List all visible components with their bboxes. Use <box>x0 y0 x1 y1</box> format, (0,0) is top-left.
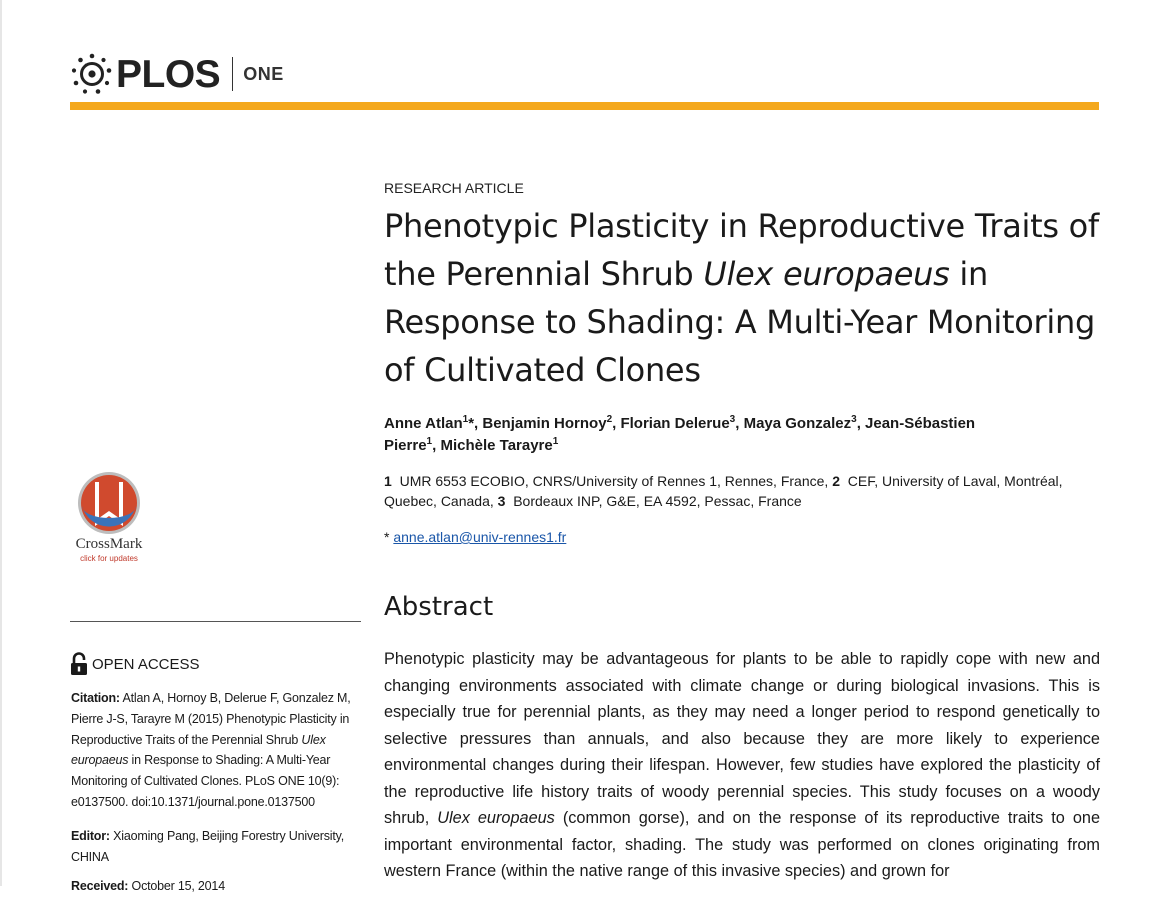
citation-block: Citation: Atlan A, Hornoy B, Delerue F, Gonzalez M, Pierre J-S, Tarayre M (2015) Phenotypic Plasticity in Reproductive Traits of the Perennial Shrub Ulex europaeus in Response to Shading: A Multi-Year Monitoring of Cultivated Clones. PLoS ONE 10(9): e0137500. doi:10.1371/journal.pone.0137500 <box>71 691 351 809</box>
plos-one-logo[interactable] <box>70 50 284 98</box>
affiliations <box>384 471 1084 511</box>
author-name: Michèle Tarayre <box>440 437 553 454</box>
journal-name: ONE <box>243 63 284 84</box>
page-edge <box>0 0 2 886</box>
received-block: Received: October 15, 2014 <box>71 879 225 893</box>
author-name: Maya Gonzalez <box>743 415 852 432</box>
citation-label: Citation: <box>71 691 120 705</box>
abstract-species: Ulex europaeus <box>437 809 555 827</box>
affiliation-text: CEF, University of Laval, Montréal, Quebec, Canada, <box>384 473 1063 509</box>
editor-block: Editor: Xiaoming Pang, Beijing Forestry University, CHINA <box>71 829 345 864</box>
title-species: Ulex europaeus <box>703 255 950 293</box>
sidebar-divider <box>70 621 361 622</box>
article-type: RESEARCH ARTICLE <box>384 180 524 196</box>
corresponding-marker: * <box>468 415 475 432</box>
article-title: Phenotypic Plasticity in Reproductive Traits of the Perennial Shrub Ulex europaeus in Response to Shading: A Multi-Year Monitoring of Cultivated Clones <box>384 207 1099 389</box>
author-list: Anne Atlan$^1$*, Benjamin Hornoy$^2$, Florian Delerue$^3$, Maya Gonzalez$^3$, Jean-Sébastien Pierre$^1$, Michèle Tarayre$^1$ <box>384 414 976 454</box>
affiliation-text: UMR 6553 ECOBIO, CNRS/University of Rennes 1, Rennes, France, <box>399 473 829 489</box>
author-affiliation-marker: 1 <box>462 414 469 425</box>
author-affiliation-marker: 2 <box>606 414 613 425</box>
corresponding-author: * anne.atlan@univ-rennes1.fr <box>384 529 567 545</box>
logo-divider <box>232 57 233 91</box>
affiliation-number: 3 <box>497 493 506 509</box>
crossmark-icon <box>70 470 148 536</box>
author-affiliation-marker: 1 <box>552 436 559 447</box>
brand-wordmark: PLOS <box>116 52 221 96</box>
crossmark-label: CrossMark <box>75 536 143 552</box>
author-name: Jean-Sébastien Pierre <box>384 415 976 454</box>
affiliation-text: Bordeaux INP, G&E, EA 4592, Pessac, France <box>513 493 802 509</box>
affiliation-number: 1 <box>384 473 392 489</box>
author-affiliation-marker: 3 <box>729 414 736 425</box>
author-name: Benjamin Hornoy <box>482 415 607 432</box>
crossmark-badge[interactable] <box>70 470 148 563</box>
author-affiliation-marker: 3 <box>851 414 857 425</box>
author-name: Anne Atlan <box>384 415 463 432</box>
received-label: Received: <box>71 879 129 893</box>
citation-species: Ulex europaeus <box>71 732 326 768</box>
editor-label: Editor: <box>71 829 110 843</box>
abstract-text: Phenotypic plasticity may be advantageous for plants to be able to rapidly cope with new and changing environments associated with climate change or during biological invasions. This is especially true for perennial plants, as they may need a longer period to respond genetically to selective pressures than annuals, and also because they are more likely to experience environmental changes during their lifespan. However, few studies have explored the plasticity of the reproductive life history traits of woody perennial species. This study focuses on a woody shrub, Ulex europaeus (common gorse), and on the response of its reproductive traits to one important environmental factor, shading. The study was performed on clones originating from western France (within the native range of this invasive species) and grown for <box>384 650 1100 880</box>
open-access-badge <box>70 652 200 676</box>
affiliation-number: 2 <box>832 473 840 489</box>
abstract-heading: Abstract <box>384 592 494 622</box>
plos-logo-icon <box>70 52 114 96</box>
author-affiliation-marker: 1 <box>426 436 433 447</box>
open-lock-icon <box>70 652 88 676</box>
author-name: Florian Delerue <box>620 415 730 432</box>
crossmark-sublabel: click for updates <box>80 554 138 563</box>
open-access-label: OPEN ACCESS <box>92 655 200 673</box>
header-accent-rule <box>70 102 1099 110</box>
email-link[interactable]: anne.atlan@univ-rennes1.fr <box>393 529 567 545</box>
